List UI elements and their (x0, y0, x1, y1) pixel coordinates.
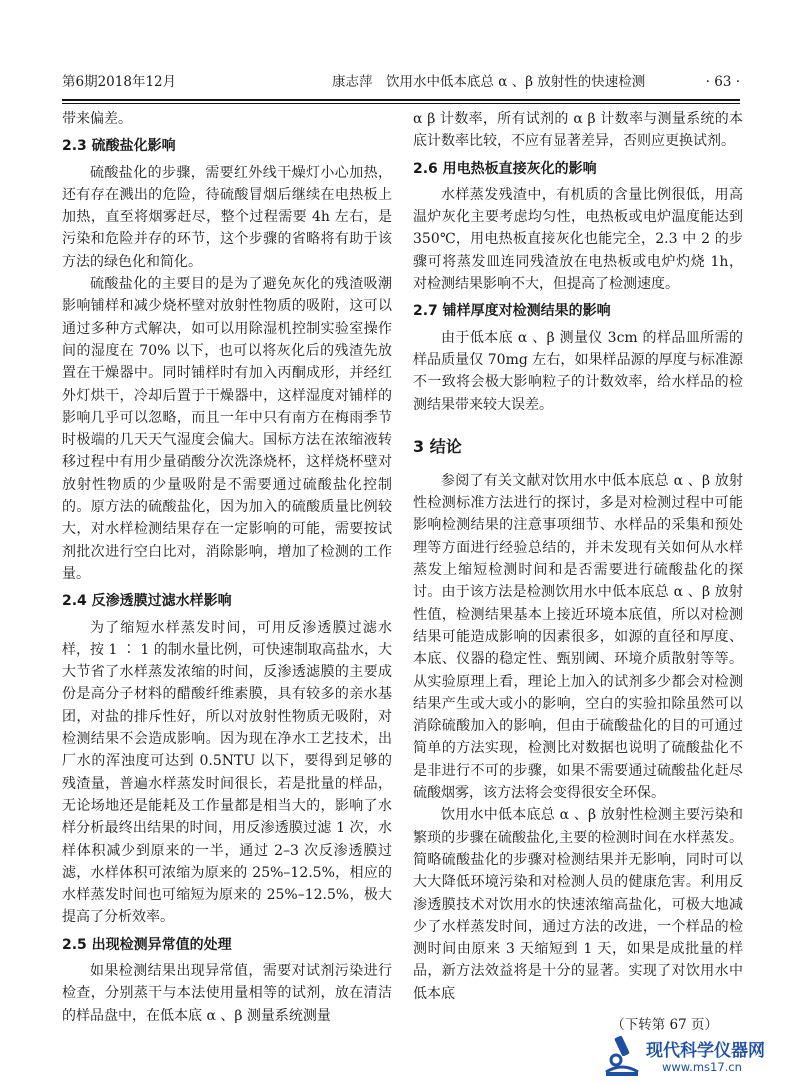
section-heading-3: 3 结论 (413, 436, 462, 456)
continued-text: 带来偏差。 (62, 111, 132, 127)
paragraph: 如果检测结果出现异常值，需要对试剂污染进行检查，分别蒸干与本法使用量相等的试剂，放在清洁的样品盘中，在低本底 α 、β 测量系统测量 (62, 962, 392, 1024)
header-rule-thick (62, 99, 740, 101)
paragraph: 由于低本底 α 、β 测量仪 3cm 的样品皿所需的样品质量仅 70mg 左右，如果样品源的厚度与标准源不一致将会极大影响粒子的计数效率，给水样品的检测结果带来较大误差。 (413, 329, 743, 413)
left-column (62, 108, 392, 1027)
article-running-title: 康志萍 饮用水中低本底总 α 、β 放射性的快速检测 (332, 74, 646, 90)
section-heading-2-7: 2.7 铺样厚度对检测结果的影响 (413, 303, 611, 320)
continued-on-page-note: （下转第 67 页） (611, 1017, 718, 1033)
running-header (62, 70, 740, 94)
section-heading-2-4: 2.4 反渗透膜过滤水样影响 (62, 593, 232, 610)
issue-date: 第6期2018年12月 (62, 74, 177, 90)
header-rule-thin (62, 103, 740, 104)
microscope-logo-icon (600, 1032, 644, 1078)
site-watermark[interactable] (600, 1032, 795, 1080)
right-column (413, 108, 743, 1005)
paragraph: 水样蒸发残渣中，有机质的含量比例很低，用高温炉灰化主要考虑均匀性，电热板或电炉温度能达到 350℃，用电热板直接灰化也能完全，2.3 中 2 的步骤可将蒸发皿连同残渣放在电热板或电炉灼烧 1h，对检测结果影响不大，但提高了检测速度。 (413, 186, 743, 293)
paragraph: 硫酸盐化的步骤，需要红外线干燥灯小心加热，还有存在溅出的危险，待硫酸冒烟后继续在电热板上加热，直至将烟雾赶尽，整个过程需要 4h 左右，是污染和危险并存的环节，这个步骤的省略将有助于该方法的绿色化和简化。 (62, 164, 392, 270)
paragraph: 硫酸盐化的主要目的是为了避免灰化的残渣吸潮影响铺样和减少烧杯壁对放射性物质的吸附，这可以通过多种方式解决，如可以用除湿机控制实验室操作间的湿度在 70% 以下，也可以将灰化后的残渣先放置在干燥器中。同时铺样时有加入丙酮成形，并经红外灯烘干，冷却后置于干燥器中，这样湿度对铺样的影响几乎可以忽略，而且一年中只有南方在梅雨季节时极端的几天天气湿度会偏大。国标方法在浓缩液转移过程中有用少量硝酸分次洗涤烧杯，这样烧杯壁对放射性物质的少量吸附是不需要通过硫酸盐化控制的。原方法的硫酸盐化，因为加入的硫酸质量比例较大，对水样检测结果存在一定影响的可能，需要按试剂批次进行空白比对，消除影响，增加了检测的工作量。 (62, 276, 392, 582)
paragraph: 为了缩短水样蒸发时间，可用反渗透膜过滤水样，按 1 ∶ 1 的制水量比例，可快速制取高盐水，大大节省了水样蒸发浓缩的时间，反渗透滤膜的主要成份是高分子材料的醋酸纤维素膜，具有较多的亲水基团，对盐的排斥性好，所以对放射性物质无吸附，对检测结果不会造成影响。因为现在净水工艺技术，出厂水的浑浊度可达到 0.5NTU 以下，要得到足够的残渣量，普遍水样蒸发时间很长，若是批量的样品，无论场地还是能耗及工作量都是相当大的，影响了水样分析最终出结果的时间，用反渗透膜过滤 1 次，水样体积减少到原来的一半，通过 2–3 次反渗透膜过滤，水样体积可浓缩为原来的 25%–12.5%，相应的水样蒸发时间也可缩短为原来的 25%–12.5%，极大提高了分析效率。 (62, 619, 392, 926)
section-heading-2-6: 2.6 用电热板直接灰化的影响 (413, 160, 597, 177)
watermark-title: 现代科学仪器网 (646, 1041, 765, 1061)
section-heading-2-3: 2.3 硫酸盐化影响 (62, 138, 176, 155)
continued-text: α β 计数率，所有试剂的 α β 计数率与测量系统的本底计数率比较，不应有显著差异，否则应更换试剂。 (413, 111, 743, 150)
paragraph: 参阅了有关文献对饮用水中低本底总 α 、β 放射性检测标准方法进行的探讨，多是对检测过程中可能影响检测结果的注意事项细节、水样品的采集和预处理等方面进行经验总结的，并未发现有关如何从水样蒸发上缩短检测时间和是否需要进行硫酸盐化的探讨。由于该方法是检测饮用水中低本底总 α 、β 放射性值，检测结果基本上接近环境本底值，所以对检测结果可能造成影响的因素很多，如源的直径和厚度、本底、仪器的稳定性、甄别阈、环境介质散射等等。从实验原理上看，理论上加入的试剂多少都会对检测结果产生或大或小的影响，空白的实验扣除虽然可以消除硫酸加入的影响，但由于硫酸盐化的目的可通过简单的方法实现，检测比对数据也说明了硫酸盐化不是非进行不可的步骤，如果不需要通过硫酸盐化赶尽硫酸烟雾，该方法将会变得很安全环保。 (413, 472, 743, 802)
page-number: · 63 · (705, 74, 740, 90)
watermark-url[interactable]: www.ms17.cn (662, 1060, 742, 1074)
section-heading-2-5: 2.5 出现检测异常值的处理 (62, 936, 232, 953)
paragraph: 饮用水中低本底总 α 、β 放射性检测主要污染和繁琐的步骤在硫酸盐化,主要的检测时间在水样蒸发。简略硫酸盐化的步骤对检测结果并无影响，同时可以大大降低环境污染和对检测人员的健康危害。利用反渗透膜技术对饮用水的快速浓缩高盐化，可极大地减少了水样蒸发时间，通过方法的改进，一个样品的检测时间由原来 3 天缩短到 1 天，如果是成批量的样品，新方法效益将是十分的显著。实现了对饮用水中低本底 (413, 807, 743, 1002)
